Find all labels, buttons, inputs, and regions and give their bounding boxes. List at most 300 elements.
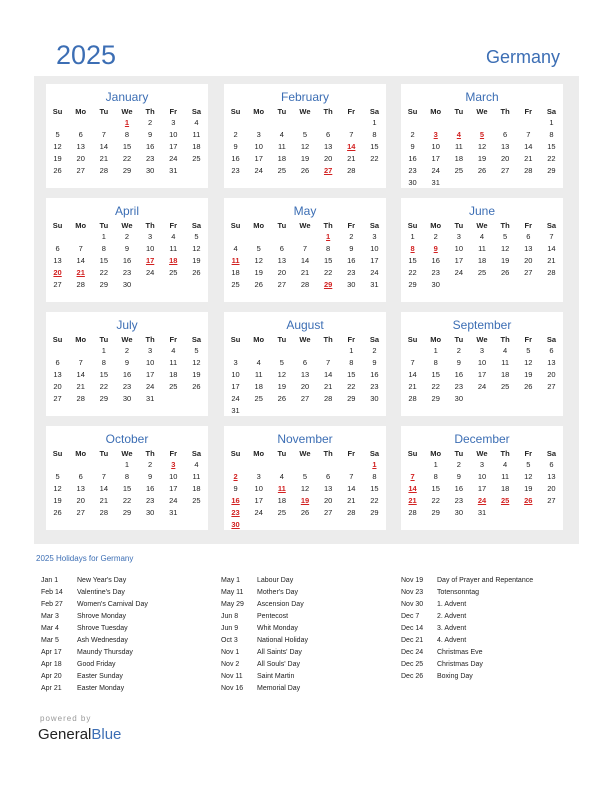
day: 11 xyxy=(169,244,178,253)
weekday-label: Su xyxy=(52,335,63,344)
day: 5 xyxy=(503,232,508,241)
day: 6 xyxy=(78,130,83,139)
month-name: June xyxy=(468,204,496,218)
empty-cell xyxy=(69,459,92,471)
day: 30 xyxy=(145,508,155,517)
day: 1 xyxy=(549,118,554,127)
day: 27 xyxy=(53,394,62,403)
day: 27 xyxy=(277,280,287,289)
day: 6 xyxy=(326,130,331,139)
holiday-day: 21 xyxy=(76,268,85,277)
day: 24 xyxy=(254,508,263,517)
day: 24 xyxy=(169,496,178,505)
day: 5 xyxy=(55,472,60,481)
day: 29 xyxy=(431,508,440,517)
weekday-label: Su xyxy=(52,449,63,458)
day: 30 xyxy=(347,280,356,289)
day: 4 xyxy=(194,460,199,469)
day: 28 xyxy=(99,508,109,517)
weekday-label: Tu xyxy=(277,449,287,458)
day: 10 xyxy=(145,358,155,367)
day: 18 xyxy=(477,256,487,265)
empty-cell xyxy=(517,117,540,129)
holiday-day: 1 xyxy=(124,118,130,127)
weekday-header xyxy=(46,448,208,459)
weekday-label: Tu xyxy=(454,449,464,458)
day: 19 xyxy=(192,256,201,265)
day: 8 xyxy=(124,472,130,481)
day: 14 xyxy=(76,370,85,379)
holiday-entry xyxy=(41,599,148,611)
weekday-label: Th xyxy=(323,335,333,344)
day: 17 xyxy=(431,154,440,163)
day: 10 xyxy=(145,244,155,253)
weekday-label: Su xyxy=(407,449,418,458)
month-name: April xyxy=(114,204,139,218)
day: 10 xyxy=(477,472,487,481)
empty-cell xyxy=(293,117,316,129)
day: 25 xyxy=(500,382,510,391)
month-march xyxy=(401,84,563,188)
day: 22 xyxy=(122,154,132,163)
holiday-date: Apr 20 xyxy=(41,673,62,680)
holiday-date: Apr 18 xyxy=(41,661,62,668)
weekday-label: We xyxy=(476,221,488,230)
holiday-date: Nov 30 xyxy=(401,601,424,608)
day: 23 xyxy=(231,166,240,175)
day: 6 xyxy=(302,358,308,367)
day: 16 xyxy=(408,154,417,163)
holiday-entry xyxy=(221,575,308,587)
holiday-day: 17 xyxy=(145,256,155,265)
day: 10 xyxy=(169,472,178,481)
day: 17 xyxy=(477,370,487,379)
holiday-date: Nov 1 xyxy=(221,649,240,656)
day: 7 xyxy=(101,472,106,481)
holiday-entry xyxy=(401,611,533,623)
weekday-label: Fr xyxy=(169,335,178,344)
day: 12 xyxy=(277,370,287,379)
empty-cell xyxy=(247,117,270,129)
day: 23 xyxy=(122,382,132,391)
day: 17 xyxy=(477,484,487,493)
day: 13 xyxy=(323,484,333,493)
empty-cell xyxy=(46,345,69,357)
day: 31 xyxy=(169,508,178,517)
holiday-name: 4. Advent xyxy=(437,637,467,644)
holiday-column xyxy=(41,575,148,695)
holiday-entry xyxy=(401,659,533,671)
day: 11 xyxy=(501,358,510,367)
day: 14 xyxy=(99,142,109,151)
day: 13 xyxy=(547,472,556,481)
day: 9 xyxy=(148,130,153,139)
weekday-label: Mo xyxy=(75,221,87,230)
day: 27 xyxy=(500,166,510,175)
day: 12 xyxy=(524,472,533,481)
day: 7 xyxy=(101,130,106,139)
empty-cell xyxy=(270,231,293,243)
day: 9 xyxy=(349,244,354,253)
weekday-label: Mo xyxy=(253,335,265,344)
day: 8 xyxy=(101,244,106,253)
day: 16 xyxy=(454,370,464,379)
weekday-label: We xyxy=(299,335,311,344)
day: 3 xyxy=(456,232,461,241)
day: 10 xyxy=(370,244,379,253)
day: 1 xyxy=(410,232,415,241)
holiday-entry xyxy=(41,683,148,695)
day: 8 xyxy=(124,130,130,139)
day: 25 xyxy=(231,280,240,289)
day: 22 xyxy=(122,496,132,505)
day: 13 xyxy=(524,244,533,253)
day: 9 xyxy=(233,484,238,493)
day: 11 xyxy=(169,358,178,367)
weekday-label: Th xyxy=(500,335,510,344)
day: 12 xyxy=(300,142,310,151)
day: 6 xyxy=(549,460,554,469)
day: 21 xyxy=(76,382,85,391)
day: 27 xyxy=(524,268,533,277)
weekday-label: Su xyxy=(230,221,241,230)
day: 6 xyxy=(279,244,284,253)
day-grid xyxy=(401,345,563,405)
day: 17 xyxy=(231,382,240,391)
weekday-label: Fr xyxy=(347,449,356,458)
holiday-day: 3 xyxy=(433,130,438,139)
day: 18 xyxy=(277,496,287,505)
day: 11 xyxy=(478,244,486,253)
day: 19 xyxy=(524,370,533,379)
day: 2 xyxy=(456,460,461,469)
day: 11 xyxy=(501,472,510,481)
day-grid xyxy=(401,459,563,519)
day: 15 xyxy=(370,484,379,493)
weekday-label: Mo xyxy=(75,107,87,116)
weekday-label: Mo xyxy=(430,107,442,116)
holiday-date: Feb 27 xyxy=(41,601,63,608)
day: 6 xyxy=(55,358,60,367)
day: 4 xyxy=(233,244,238,253)
day: 21 xyxy=(99,154,109,163)
weekday-label: Tu xyxy=(99,449,109,458)
weekday-label: Th xyxy=(500,449,510,458)
day: 1 xyxy=(349,346,354,355)
day: 23 xyxy=(408,166,417,175)
day: 3 xyxy=(233,358,238,367)
month-june xyxy=(401,198,563,302)
empty-cell xyxy=(92,459,115,471)
holiday-entry xyxy=(41,623,148,635)
day: 7 xyxy=(526,130,531,139)
weekday-label: Th xyxy=(323,449,333,458)
day: 12 xyxy=(254,256,263,265)
day: 12 xyxy=(53,142,62,151)
day: 29 xyxy=(99,280,109,289)
month-name: October xyxy=(105,432,149,446)
empty-cell xyxy=(270,459,293,471)
day: 30 xyxy=(122,394,132,403)
day: 2 xyxy=(349,232,354,241)
day: 5 xyxy=(302,130,308,139)
day: 24 xyxy=(431,166,440,175)
weekday-label: Tu xyxy=(99,107,109,116)
weekday-label: Tu xyxy=(99,335,109,344)
day: 20 xyxy=(323,496,333,505)
holiday-name: 2. Advent xyxy=(437,613,467,620)
day: 17 xyxy=(169,142,178,151)
weekday-label: Th xyxy=(145,449,155,458)
holiday-date: May 11 xyxy=(221,589,244,596)
month-april xyxy=(46,198,208,302)
day: 29 xyxy=(99,394,109,403)
holiday-entry xyxy=(401,671,533,683)
day: 8 xyxy=(372,472,377,481)
day: 4 xyxy=(256,358,261,367)
empty-cell xyxy=(317,117,340,129)
holiday-day: 21 xyxy=(408,496,417,505)
weekday-label: Sa xyxy=(191,107,201,116)
brand-general: General xyxy=(38,726,92,743)
holiday-entry xyxy=(401,647,533,659)
day-grid xyxy=(46,459,208,519)
holiday-day: 24 xyxy=(477,496,487,505)
day: 21 xyxy=(347,496,356,505)
day: 10 xyxy=(477,358,487,367)
weekday-label: Th xyxy=(323,107,333,116)
day: 2 xyxy=(233,130,238,139)
day: 16 xyxy=(370,370,379,379)
holiday-date: Nov 2 xyxy=(221,661,240,668)
month-september xyxy=(401,312,563,416)
holiday-day: 23 xyxy=(231,508,240,517)
day: 24 xyxy=(454,268,464,277)
day: 22 xyxy=(370,154,379,163)
day: 22 xyxy=(347,382,356,391)
holiday-entry xyxy=(221,647,308,659)
weekday-header xyxy=(224,106,386,117)
holiday-day: 3 xyxy=(171,460,176,469)
holiday-name: Whit Monday xyxy=(257,625,298,632)
holiday-date: Mar 4 xyxy=(41,625,59,632)
holiday-day: 20 xyxy=(53,268,62,277)
empty-cell xyxy=(46,117,69,129)
holiday-name: 3. Advent xyxy=(437,625,467,632)
day: 6 xyxy=(526,232,531,241)
weekday-label: We xyxy=(121,335,133,344)
day: 11 xyxy=(277,142,286,151)
day: 11 xyxy=(454,142,463,151)
day: 26 xyxy=(300,166,310,175)
weekday-label: We xyxy=(121,449,133,458)
weekday-header xyxy=(46,220,208,231)
empty-cell xyxy=(270,117,293,129)
day: 17 xyxy=(370,256,379,265)
empty-cell xyxy=(317,345,340,357)
holiday-day: 4 xyxy=(456,130,461,139)
month-name: February xyxy=(280,90,330,104)
empty-cell xyxy=(401,345,424,357)
day: 21 xyxy=(547,256,556,265)
day: 26 xyxy=(254,280,263,289)
holiday-entry xyxy=(401,599,533,611)
day: 15 xyxy=(408,256,417,265)
day: 21 xyxy=(323,382,333,391)
day: 19 xyxy=(300,154,310,163)
day: 15 xyxy=(99,256,109,265)
day: 10 xyxy=(169,130,178,139)
holiday-day: 18 xyxy=(169,256,178,265)
day: 6 xyxy=(55,244,60,253)
day: 9 xyxy=(233,142,238,151)
day: 28 xyxy=(347,166,356,175)
holiday-day: 14 xyxy=(347,142,356,151)
day: 28 xyxy=(76,280,85,289)
day: 16 xyxy=(145,484,155,493)
weekday-label: Mo xyxy=(75,449,87,458)
holiday-date: Feb 14 xyxy=(41,589,63,596)
day: 15 xyxy=(431,370,440,379)
weekday-header xyxy=(46,334,208,345)
empty-cell xyxy=(340,117,363,129)
month-august xyxy=(224,312,386,416)
day: 12 xyxy=(500,244,510,253)
holiday-name: Shrove Tuesday xyxy=(77,625,128,632)
day: 4 xyxy=(279,472,284,481)
holiday-entry xyxy=(41,647,148,659)
day: 9 xyxy=(410,142,415,151)
holiday-day: 14 xyxy=(408,484,417,493)
day: 1 xyxy=(433,460,438,469)
day: 7 xyxy=(302,244,308,253)
day: 9 xyxy=(372,358,377,367)
holiday-day: 29 xyxy=(323,280,333,289)
weekday-label: Fr xyxy=(169,221,178,230)
weekday-label: We xyxy=(121,107,133,116)
holiday-day: 8 xyxy=(410,244,415,253)
holiday-entry xyxy=(41,611,148,623)
empty-cell xyxy=(247,345,270,357)
day: 29 xyxy=(431,394,440,403)
weekday-label: Tu xyxy=(454,221,464,230)
day: 30 xyxy=(122,280,132,289)
holiday-entry xyxy=(221,587,308,599)
day: 2 xyxy=(124,346,130,355)
day: 25 xyxy=(192,154,201,163)
holiday-date: Nov 23 xyxy=(401,589,424,596)
empty-cell xyxy=(247,231,270,243)
weekday-label: Sa xyxy=(369,335,379,344)
holiday-day: 9 xyxy=(433,244,438,253)
holiday-name: New Year's Day xyxy=(77,577,127,584)
weekday-label: We xyxy=(476,449,488,458)
day: 28 xyxy=(524,166,533,175)
day: 11 xyxy=(192,472,201,481)
weekday-label: We xyxy=(476,107,488,116)
holiday-name: Ash Wednesday xyxy=(77,637,128,644)
day: 20 xyxy=(547,370,556,379)
holiday-name: Labour Day xyxy=(257,577,294,584)
weekday-label: Su xyxy=(407,221,418,230)
day: 25 xyxy=(477,268,487,277)
month-december xyxy=(401,426,563,530)
day: 30 xyxy=(431,280,440,289)
weekday-label: Su xyxy=(407,107,418,116)
day: 18 xyxy=(231,268,240,277)
day: 3 xyxy=(479,346,485,355)
day: 19 xyxy=(192,370,201,379)
weekday-label: Th xyxy=(145,335,155,344)
day: 29 xyxy=(547,166,556,175)
weekday-label: Sa xyxy=(369,449,379,458)
day: 26 xyxy=(192,268,201,277)
empty-cell xyxy=(293,345,316,357)
day: 16 xyxy=(231,154,240,163)
empty-cell xyxy=(270,345,293,357)
day: 23 xyxy=(454,496,464,505)
empty-cell xyxy=(470,117,493,129)
day: 10 xyxy=(254,142,263,151)
weekday-label: Th xyxy=(500,221,510,230)
day: 4 xyxy=(503,346,508,355)
day: 4 xyxy=(171,346,176,355)
day: 8 xyxy=(326,244,331,253)
day: 19 xyxy=(500,256,510,265)
weekday-label: Tu xyxy=(277,335,287,344)
day: 30 xyxy=(454,508,464,517)
day: 1 xyxy=(372,118,377,127)
holiday-entry xyxy=(221,623,308,635)
holiday-date: Mar 5 xyxy=(41,637,59,644)
day: 18 xyxy=(500,484,510,493)
day: 9 xyxy=(124,244,130,253)
holiday-name: Boxing Day xyxy=(437,673,473,680)
empty-cell xyxy=(92,117,115,129)
day: 6 xyxy=(78,472,83,481)
day: 23 xyxy=(145,496,155,505)
day: 3 xyxy=(171,118,176,127)
day: 10 xyxy=(254,484,263,493)
calendar-grid xyxy=(34,76,579,544)
day: 14 xyxy=(524,142,533,151)
day: 19 xyxy=(53,154,62,163)
day: 1 xyxy=(124,460,130,469)
day: 3 xyxy=(256,472,261,481)
holiday-entry xyxy=(221,611,308,623)
day: 26 xyxy=(277,394,287,403)
year-title: 2025 xyxy=(56,40,117,70)
day: 4 xyxy=(279,130,284,139)
day: 30 xyxy=(454,394,464,403)
day: 15 xyxy=(547,142,556,151)
day: 8 xyxy=(349,358,354,367)
holiday-day: 7 xyxy=(410,472,415,481)
day: 22 xyxy=(99,268,109,277)
month-may xyxy=(224,198,386,302)
day: 15 xyxy=(122,484,132,493)
day: 25 xyxy=(192,496,201,505)
day: 17 xyxy=(254,496,263,505)
day: 13 xyxy=(76,142,85,151)
day: 2 xyxy=(148,118,153,127)
empty-cell xyxy=(293,459,316,471)
day: 20 xyxy=(524,256,533,265)
day: 31 xyxy=(169,166,178,175)
holiday-date: Jun 9 xyxy=(221,625,239,632)
weekday-label: Su xyxy=(407,335,418,344)
day: 23 xyxy=(454,382,464,391)
